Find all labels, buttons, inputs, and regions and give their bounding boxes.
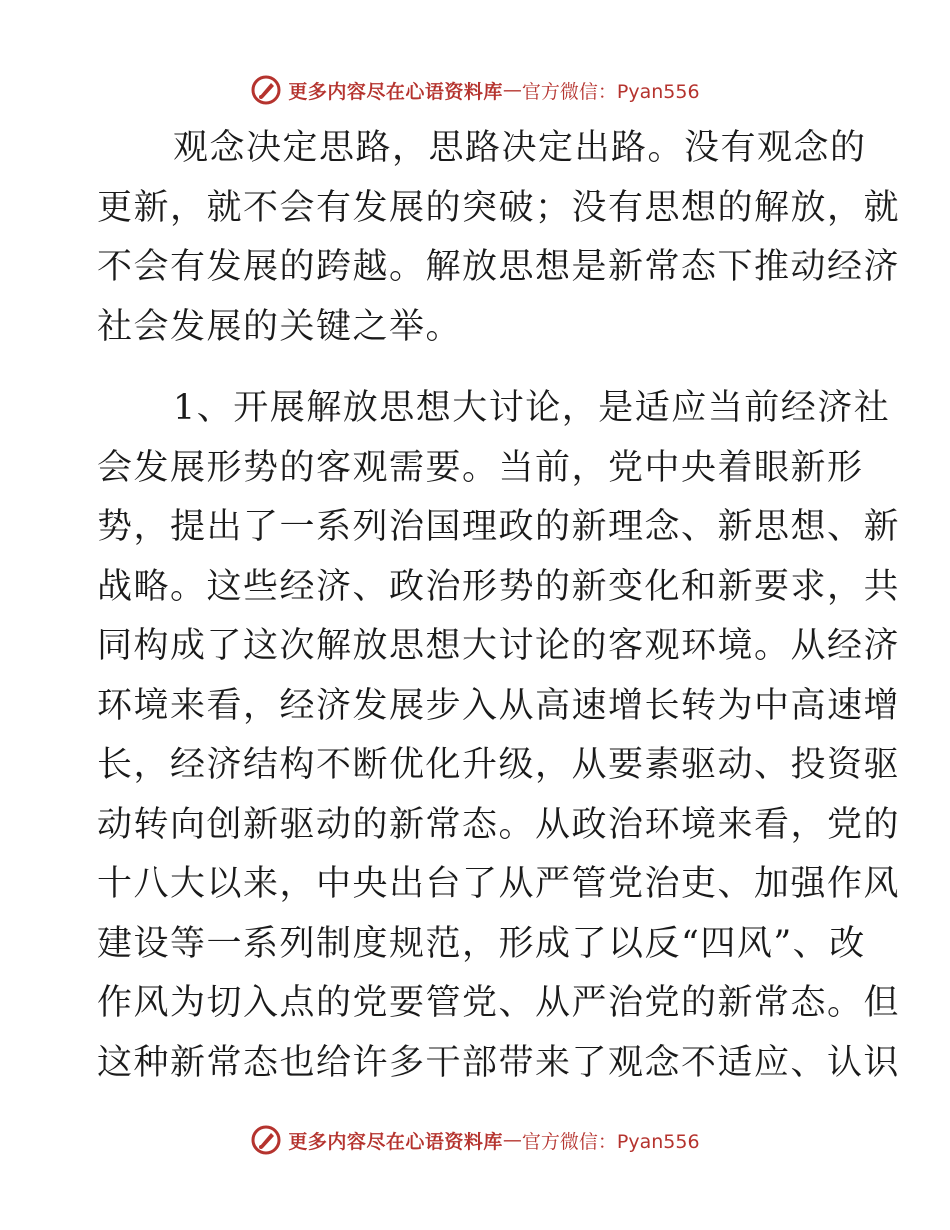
header-banner	[0, 70, 950, 110]
document-body	[97, 119, 901, 1093]
text-line: 这种新常态也给许多干部带来了观念不适应、认识	[97, 1042, 901, 1083]
banner-official-text: 官方微信：Pyan556	[521, 80, 700, 103]
logo-icon	[250, 74, 282, 106]
text-line: 势，提出了一系列治国理政的新理念、新思想、新	[97, 507, 901, 547]
text-line: 1、开展解放思想大讨论，是适应当前经济社	[173, 388, 891, 428]
text-line: 长，经济结构不断优化升级，从要素驱动、投资驱	[97, 745, 901, 785]
text-line: 作风为切入点的党要管党、从严治党的新常态。但	[97, 983, 901, 1023]
text-line: 建设等一系列制度规范，形成了以反“四风”、改	[97, 923, 866, 964]
text-line: 战略。这些经济、政治形势的新变化和新要求，共	[97, 566, 901, 607]
text-line: 十八大以来，中央出台了从严管党治吏、加强作风	[97, 864, 901, 904]
text-line: 社会发展的关键之举。	[97, 306, 463, 347]
paragraph	[97, 379, 901, 1093]
text-line: 会发展形势的客观需要。当前，党中央着眼新形	[97, 447, 864, 488]
banner-library-text: 更多内容尽在心语资料库	[288, 1130, 503, 1153]
text-line: 动转向创新驱动的新常态。从政治环境来看，党的	[97, 804, 901, 845]
banner-separator: —	[502, 1129, 522, 1151]
text-line: 观念决定思路，思路决定出路。没有观念的	[173, 128, 867, 168]
text-line: 环境来看，经济发展步入从高速增长转为中高速增	[97, 685, 901, 726]
text-line: 不会有发展的跨越。解放思想是新常态下推动经济	[97, 247, 901, 287]
text-line: 更新，就不会有发展的突破；没有思想的解放，就	[97, 187, 901, 228]
text-line: 同构成了这次解放思想大讨论的客观环境。从经济	[97, 626, 901, 666]
banner-separator: —	[502, 79, 522, 101]
banner-library-text: 更多内容尽在心语资料库	[288, 80, 503, 103]
logo-icon	[250, 1124, 282, 1156]
paragraph	[97, 119, 901, 357]
footer-banner	[0, 1120, 950, 1160]
banner-official-text: 官方微信：Pyan556	[521, 1130, 700, 1153]
